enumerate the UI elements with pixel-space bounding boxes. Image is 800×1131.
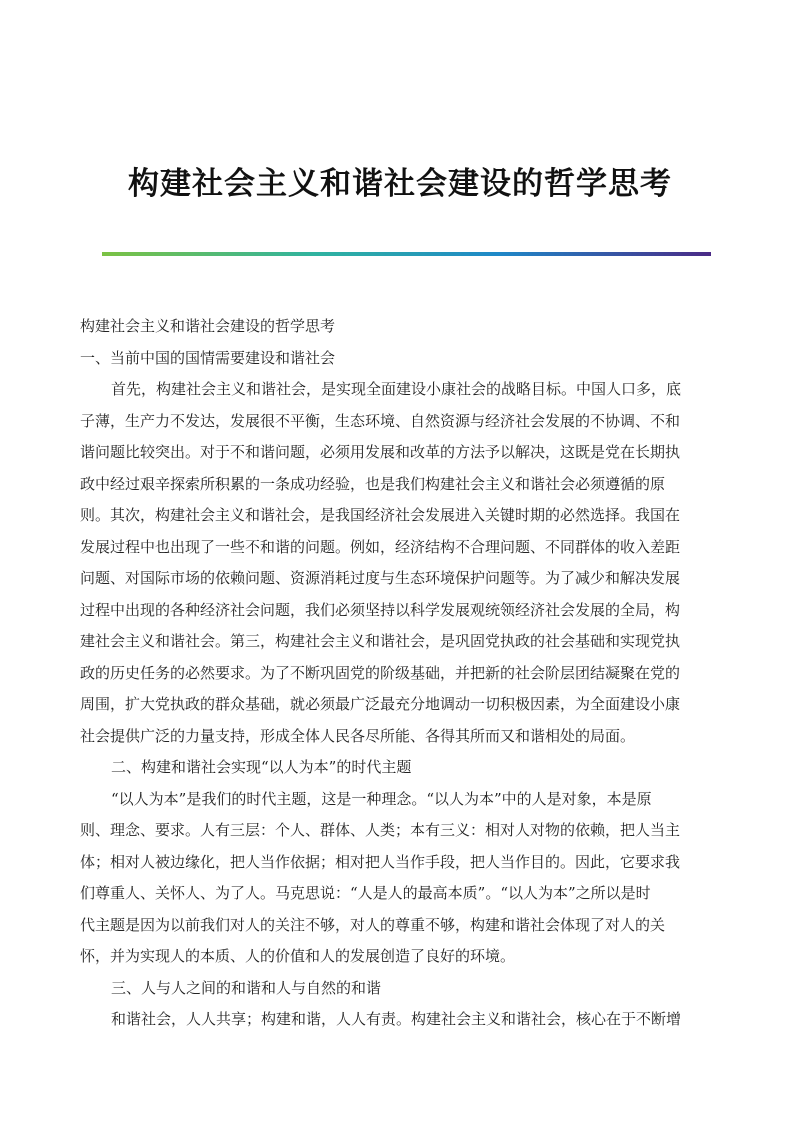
section3-paragraph: [80, 1004, 713, 1036]
paragraph-line: 过程中出现的各种经济社会问题，我们必须坚持以科学发展观统领经济社会发展的全局，构: [80, 600, 681, 619]
paragraph-line: 体；相对人被边缘化，把人当作依据；相对把人当作手段，把人当作目的。因此，它要求我: [80, 852, 681, 871]
section2-heading: 二、构建和谐社会实现“以人为本”的时代主题: [111, 758, 412, 776]
paragraph-line: 代主题是因为以前我们对人的关注不够，对人的尊重不够，构建和谐社会体现了对人的关: [80, 915, 666, 934]
paragraph-line: 建社会主义和谐社会。第三，构建社会主义和谐社会，是巩固党执政的社会基础和实现党执: [80, 632, 681, 650]
paragraph-line: 周围，扩大党执政的群众基础，就必须最广泛最充分地调动一切积极因素，为全面建设小康: [80, 695, 681, 713]
section1-heading: 一、当前中国的国情需要建设和谐社会: [80, 348, 336, 367]
section1-paragraph: [80, 374, 713, 752]
paragraph-line: 谐问题比较突出。对于不和谐问题，必须用发展和改革的方法予以解决，这既是党在长期执: [80, 443, 681, 461]
document-body: [80, 311, 713, 1036]
paragraph-line: 发展过程中也出现了一些不和谐的问题。例如，经济结构不合理问题、不同群体的收入差距: [80, 537, 681, 556]
section2-paragraph: [80, 784, 713, 973]
paragraph-line: 社会提供广泛的力量支持，形成全体人民各尽所能、各得其所而又和谐相处的局面。: [80, 726, 636, 745]
paragraph-line: 们尊重人、关怀人、为了人。马克思说：“人是人的最高本质”。“以人为本”之所以是时: [80, 884, 651, 902]
paragraph-line: “以人为本”是我们的时代主题，这是一种理念。“以人为本”中的人是对象，本是原: [111, 789, 652, 808]
paragraph-line: 怀，并为实现人的本质、人的价值和人的发展创造了良好的环境。: [80, 947, 516, 965]
document-title: 构建社会主义和谐社会建设的哲学思考: [128, 166, 672, 202]
paragraph-line: 政的历史任务的必然要求。为了不断巩固党的阶级基础，并把新的社会阶层团结凝聚在党的: [80, 663, 681, 682]
section3-heading: 三、人与人之间的和谐和人与自然的和谐: [111, 978, 382, 997]
paragraph-line: 首先，构建社会主义和谐社会，是实现全面建设小康社会的战略目标。中国人口多，底: [111, 380, 682, 398]
paragraph-line: 问题、对国际市场的依赖问题、资源消耗过度与生态环境保护问题等。为了减少和解决发展: [80, 569, 681, 587]
title-divider: [102, 252, 711, 256]
paragraph-line: 子薄，生产力不发达，发展很不平衡，生态环境、自然资源与经济社会发展的不协调、不和: [80, 411, 681, 430]
paragraph-line: 政中经过艰辛探索所积累的一条成功经验，也是我们构建社会主义和谐社会必须遵循的原: [80, 474, 666, 493]
paragraph-line: 和谐社会，人人共享；构建和谐，人人有责。构建社会主义和谐社会，核心在于不断增: [111, 1010, 682, 1028]
paragraph-line: 则。其次，构建社会主义和谐社会，是我国经济社会发展进入关键时期的必然选择。我国在: [80, 506, 681, 524]
paragraph-line: 则、理念、要求。人有三层：个人、群体、人类；本有三义：相对人对物的依赖，把人当主: [80, 821, 681, 839]
repeat-title: 构建社会主义和谐社会建设的哲学思考: [80, 317, 336, 335]
